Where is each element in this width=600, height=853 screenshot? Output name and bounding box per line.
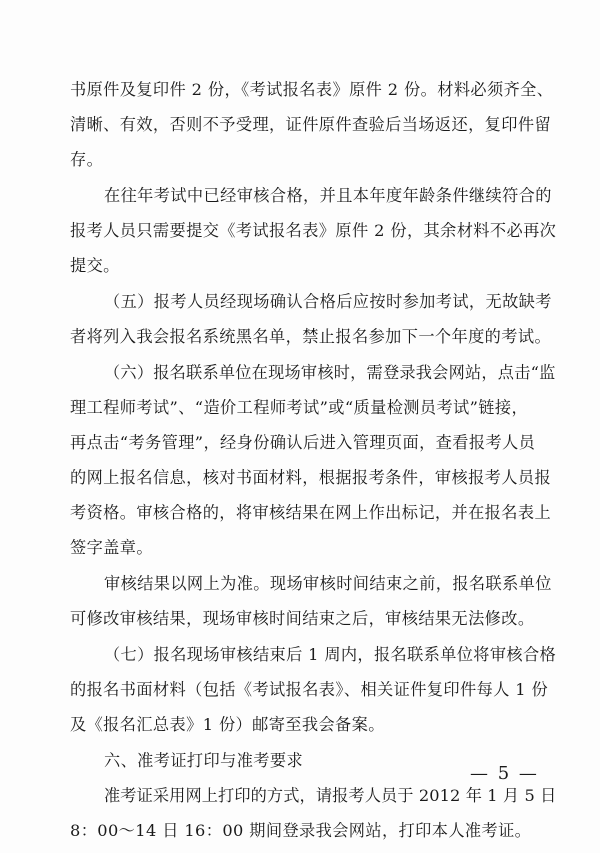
page-number: — 5 — xyxy=(470,763,539,784)
text-line: 报考人员只需要提交《考试报名表》原件 2 份，其余材料不必再次 xyxy=(70,221,557,240)
text-line: （七）报名现场审核结束后 1 周内，报名联系单位将审核合格 xyxy=(104,645,557,664)
text-line: 理工程师考试”、“造价工程师考试”或“质量检测员考试”链接， xyxy=(70,398,529,417)
text-line: 8：00～14 日 16：00 期间登录我会网站，打印本人准考证。 xyxy=(70,821,532,840)
text-line: 及《报名汇总表》1 份）邮寄至我会备案。 xyxy=(70,715,385,734)
text-line: 考资格。审核合格的，将审核结果在网上作出标记，并在报名表上 xyxy=(70,503,552,522)
text-line: 清晰、有效，否则不予受理，证件原件查验后当场返还，复印件留 xyxy=(70,115,552,134)
text-line: 再点击“考务管理”，经身份确认后进入管理页面，查看报考人员 xyxy=(70,433,536,452)
text-line: 的报名书面材料（包括《考试报名表》、相关证件复印件每人 1 份 xyxy=(70,680,549,699)
text-line: （五）报考人员经现场确认合格后应按时参加考试，无故缺考 xyxy=(104,292,552,311)
text-line: 在往年考试中已经审核合格，并且本年度年龄条件继续符合的 xyxy=(104,186,552,205)
text-line: 准考证采用网上打印的方式，请报考人员于 2012 年 1 月 5 日 xyxy=(104,786,557,805)
section-heading: 六、准考证打印与准考要求 xyxy=(104,751,304,770)
text-line: （六）报名联系单位在现场审核时，需登录我会网站，点击“监 xyxy=(104,363,556,382)
text-line: 审核结果以网上为准。现场审核时间结束之前，报名联系单位 xyxy=(104,574,552,593)
text-line: 签字盖章。 xyxy=(70,538,153,557)
text-line: 存。 xyxy=(70,150,104,169)
text-line: 可修改审核结果，现场审核时间结束之后，审核结果无法修改。 xyxy=(70,609,535,628)
text-line: 者将列入我会报名系统黑名单，禁止报名参加下一个年度的考试。 xyxy=(70,327,552,346)
text-line: 提交。 xyxy=(70,256,120,275)
text-line: 书原件及复印件 2 份，《考试报名表》原件 2 份。材料必须齐全、 xyxy=(70,80,554,99)
text-line: 的网上报名信息，核对书面材料，根据报考条件，审核报考人员报 xyxy=(70,468,552,487)
